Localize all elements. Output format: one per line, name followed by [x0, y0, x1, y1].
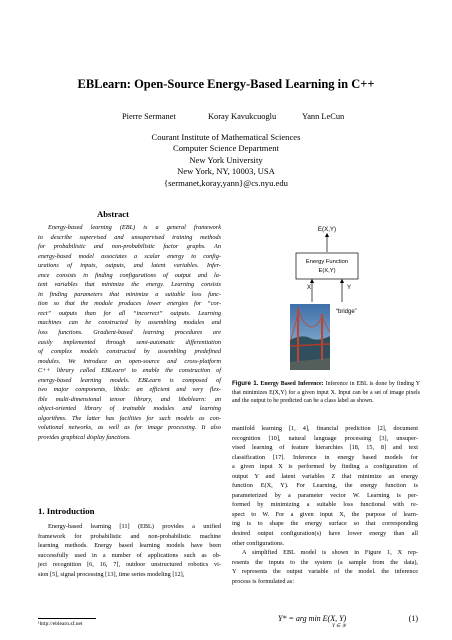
abstract-line: easily implemented through semi-automatic differentiation: [38, 338, 221, 346]
abstract-line: tion so that the module produces lower energies for “cor-: [38, 300, 221, 308]
box-label-1: Energy Function: [305, 259, 349, 265]
body-line: process is formulated as:: [232, 577, 294, 585]
abstract-line: in finding parameters that minimize a suitable loss func-: [38, 290, 221, 298]
affiliation-line: Computer Science Department: [173, 143, 279, 154]
input-image-bridge: [290, 304, 330, 370]
abstract-line: modules. We introduce an open-source and cross-platform: [38, 357, 221, 365]
intro-line: sion [5], signal processing [13], time series modeling [12],: [38, 570, 185, 578]
body-line: other configurations.: [232, 539, 285, 547]
energy-function-box: [296, 253, 358, 279]
figure-top-label: E(X,Y): [317, 226, 337, 233]
abstract-line: loss functions. Gradient-based learning procedures are: [38, 329, 221, 337]
abstract-line: for probabilistic and non-probabilistic factor graphs. An: [38, 243, 221, 251]
abstract-line: two major components, libidx: an efficient and very flex-: [38, 386, 221, 394]
abstract-heading: Abstract: [97, 209, 129, 219]
abstract-line: Energy-based learning (EBL) is a general framework: [48, 224, 221, 231]
affiliation-line: New York University: [189, 154, 263, 165]
body-line: a given input X is performed by finding a configuration of: [232, 463, 418, 471]
abstract-line: of complex models constructed by assembling predefined: [38, 348, 221, 356]
body-line: spect to W. For a given input X, the purpose of learn-: [232, 510, 418, 518]
affiliation-line: Courant Institute of Mathematical Sciences: [151, 132, 301, 142]
footnote-rule: [38, 618, 96, 619]
abstract-line: algorithms. The latter has facilities for such models as con-: [38, 414, 221, 422]
caption-label: Figure 1.: [232, 380, 259, 387]
affiliation-block: [0, 132, 452, 189]
caption-line: done by finding Y that minimizes E(X,Y) for a given input: [232, 381, 420, 396]
affiliation-emails: {sermanet,koray,yann}@cs.nyu.edu: [164, 177, 288, 188]
intro-line: Energy-based learning [11] (EBL) provides a unified: [48, 523, 221, 530]
body-line: Y represents the output variable of the model. the inference: [232, 568, 418, 576]
abstract-line: machines can be constructed by assembling modules and: [38, 319, 221, 327]
caption-line: X. Input can be a set of image pixels and the output to be: [232, 389, 420, 405]
abstract-line: object-oriented library of trainable modules and learning: [38, 405, 221, 413]
caption-line: Inference in EBL is: [325, 381, 374, 387]
abstract-body: [38, 223, 221, 443]
figure-1: [232, 222, 422, 377]
equation-expression: Y* = arg min E(X, Y): [278, 614, 347, 623]
abstract-line: provides graphical display functions.: [38, 434, 131, 442]
intro-body: [38, 522, 221, 579]
abstract-line: ible multi-dimensional tensor library, and libeblearn: an: [38, 395, 221, 403]
author-3: Yann LeCun: [302, 112, 345, 121]
body-line: classification [17]. Inference in energy based models for: [232, 453, 418, 461]
intro-line: framework for probabilistic and non-probabilistic machine: [38, 532, 221, 540]
body-line: manifold learning [1, 4], financial prediction [2], document: [232, 425, 418, 432]
body-line: A simplified EBL model is shown in Figure 1, X rep-: [242, 549, 418, 557]
caption-bold: Energy Based Inference:: [260, 381, 324, 387]
box-label-2: E(X,Y): [318, 268, 336, 274]
paper-title: EBLearn: Open-Source Energy-Based Learning in C++: [77, 77, 375, 91]
body-line: formed by minimizing a suitable loss functional with re-: [232, 501, 418, 509]
equation-number: (1): [408, 614, 418, 623]
equation-subscript: Y ∈ 𝒴: [332, 624, 346, 629]
body-line: output Y and latent variables Z that minimize an energy: [232, 472, 418, 480]
abstract-line: urations of inputs, outputs, and latent variables. Infer-: [38, 262, 221, 270]
figure-caption: [232, 380, 420, 406]
right-column-body: [232, 424, 418, 586]
footnote: ¹http://eblearn.sf.net: [38, 621, 83, 627]
abstract-line: to describe supervised and unsupervised training methods: [38, 233, 221, 241]
intro-line: learning methods. Energy based learning models have been: [38, 542, 221, 550]
abstract-line: tent variables that minimize the energy. Learning consists: [38, 281, 221, 289]
body-line: recognition [10], natural language processing [3], unsuper-: [232, 434, 418, 442]
affiliation-line: New York, NY, 10003, USA: [177, 166, 275, 177]
abstract-line: ence consists in finding configurations of output and la-: [38, 271, 221, 279]
abstract-line: rect” outputs than for all “incorrect” outputs. Learning: [38, 309, 221, 317]
intro-heading: 1. Introduction: [38, 506, 95, 516]
abstract-line: energy-based learning models. EBLearn is composed of: [38, 376, 221, 384]
intro-line: ject recognition [6, 16, 7], outdoor unstructured robotics vi-: [38, 561, 221, 569]
caption-line: predicted can be a class label as shown.: [280, 398, 374, 405]
abstract-line: C++ library called EBLearn¹ to enable the construction of: [38, 367, 221, 375]
body-line: resents the inputs to the system (a sample from the data),: [232, 558, 418, 566]
x-label: X: [306, 285, 311, 291]
y-value-label: “bridge”: [336, 309, 357, 315]
body-line: ing is to shape the energy surface so that corresponding: [232, 520, 418, 528]
body-line: vised learning of feature hierarchies [18, 15, 8] and text: [232, 444, 418, 452]
abstract-line: energy-based model associates a scalar energy to config-: [38, 252, 221, 260]
body-line: function E(X, Y). For Learning, the energy function is: [232, 482, 418, 490]
intro-line: successfully used in a number of applications such as ob-: [38, 551, 221, 559]
y-label: Y: [347, 285, 352, 291]
body-line: parameterized by a parameter vector W. Learning is per-: [232, 491, 418, 499]
body-line: desired output configuration(s) have lower energy than all: [232, 530, 418, 538]
author-1: Pierre Sermanet: [122, 112, 176, 121]
abstract-line: volutional networks, as well as for image processing. It also: [38, 424, 221, 432]
author-2: Koray Kavukcuoglu: [208, 112, 277, 121]
